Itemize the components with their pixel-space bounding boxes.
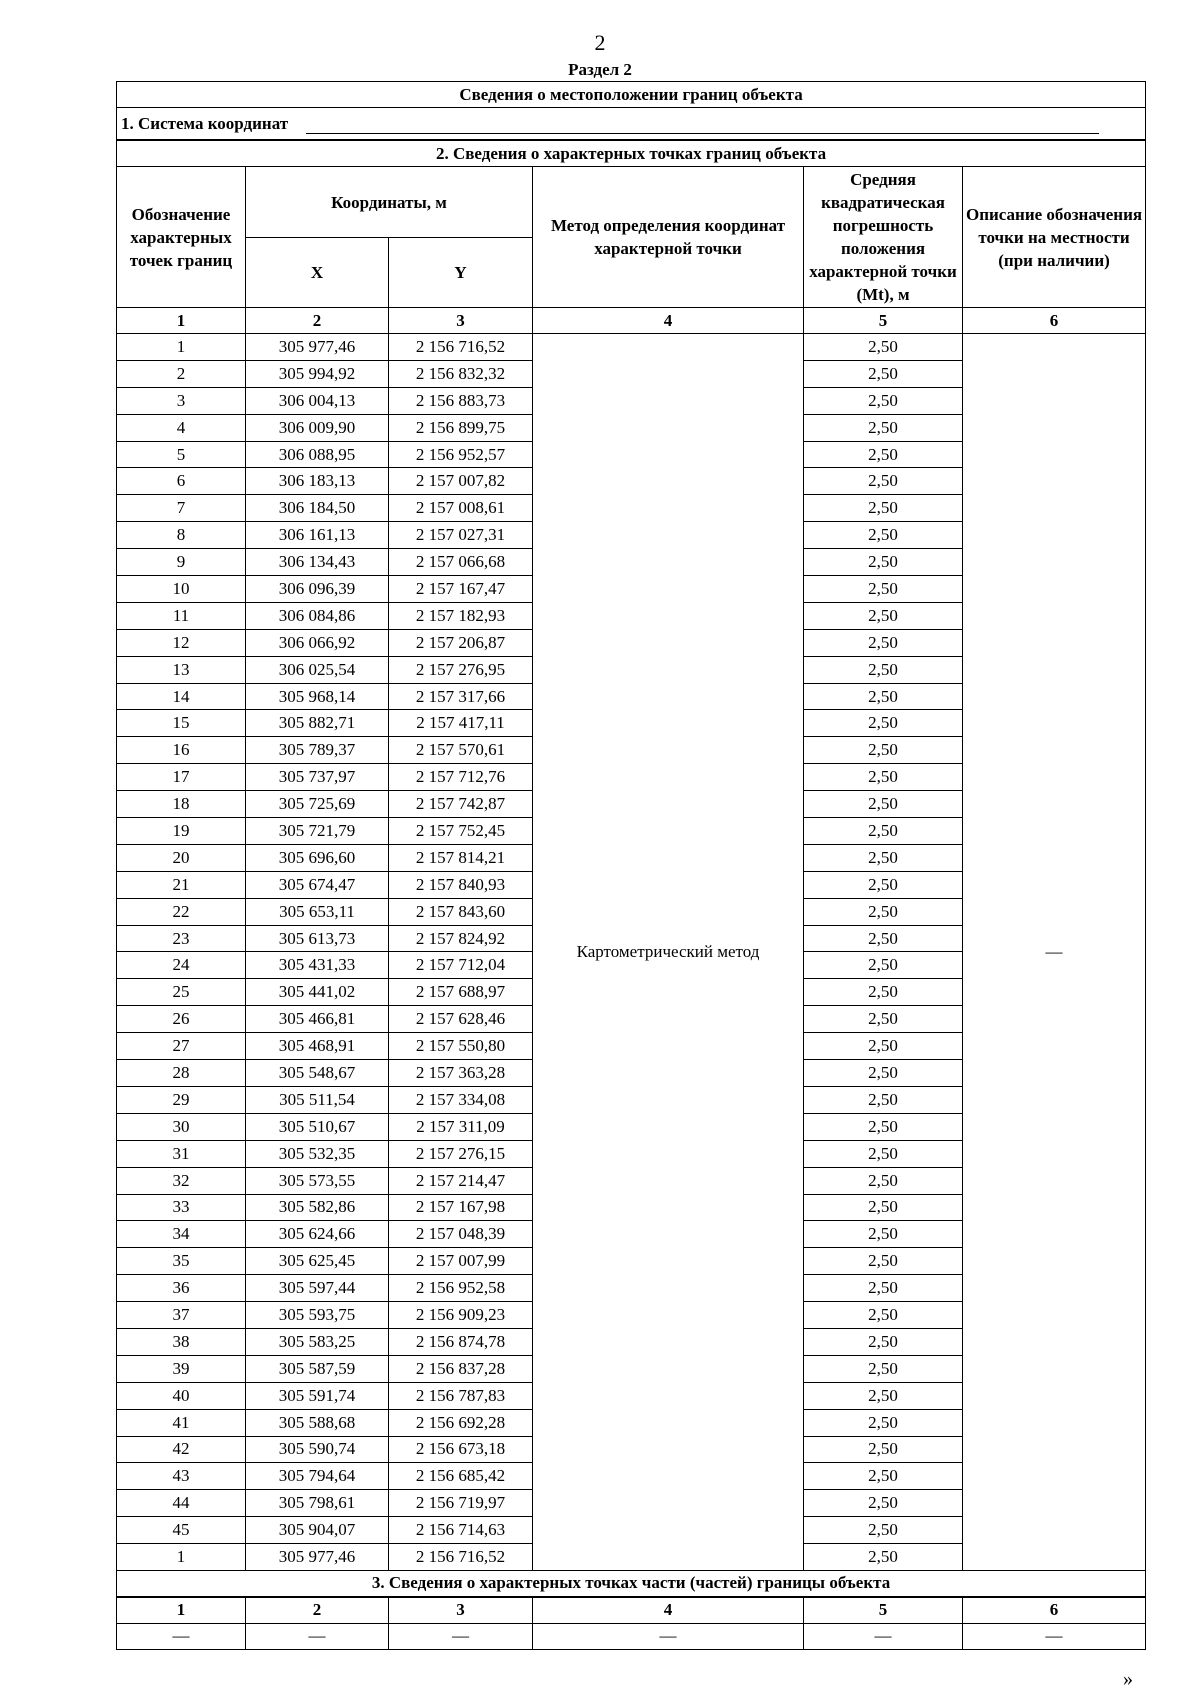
point-number: 42 [117,1436,246,1463]
point-number: 4 [117,414,246,441]
point-error: 2,50 [804,844,963,871]
point-x: 306 161,13 [246,522,389,549]
point-y: 2 157 570,61 [389,737,533,764]
point-error: 2,50 [804,764,963,791]
parts-cell: — [533,1623,804,1649]
column-number: 6 [963,308,1146,334]
point-y: 2 157 752,45 [389,818,533,845]
point-y: 2 156 874,78 [389,1328,533,1355]
point-y: 2 156 692,28 [389,1409,533,1436]
point-number: 23 [117,925,246,952]
point-number: 3 [117,387,246,414]
point-x: 305 510,67 [246,1113,389,1140]
point-error: 2,50 [804,414,963,441]
point-x: 305 466,81 [246,1006,389,1033]
point-number: 1 [117,1544,246,1571]
section-title: Раздел 2 [568,60,632,79]
point-x: 306 183,13 [246,468,389,495]
point-number: 38 [117,1328,246,1355]
point-y: 2 157 167,47 [389,576,533,603]
point-number: 22 [117,898,246,925]
point-number: 43 [117,1463,246,1490]
point-y: 2 157 317,66 [389,683,533,710]
page-number: 2 [594,30,606,55]
point-error: 2,50 [804,1302,963,1329]
point-x: 305 977,46 [246,334,389,361]
point-x: 306 009,90 [246,414,389,441]
coordinate-system-label: 1. Система координат [121,113,289,133]
point-number: 14 [117,683,246,710]
parts-section-title: 3. Сведения о характерных точках части (частей) границы объекта [117,1570,1146,1597]
point-number: 30 [117,1113,246,1140]
point-y: 2 156 719,97 [389,1490,533,1517]
point-number: 18 [117,791,246,818]
point-x: 305 441,02 [246,979,389,1006]
point-error: 2,50 [804,1436,963,1463]
point-x: 305 789,37 [246,737,389,764]
point-error: 2,50 [804,629,963,656]
column-number: 3 [389,308,533,334]
point-x: 305 696,60 [246,844,389,871]
coordinate-system-value [306,115,1099,134]
points-body [117,334,1146,1571]
point-number: 29 [117,1086,246,1113]
point-y: 2 156 883,73 [389,387,533,414]
point-error: 2,50 [804,979,963,1006]
point-x: 305 904,07 [246,1517,389,1544]
point-error: 2,50 [804,1006,963,1033]
point-y: 2 156 899,75 [389,414,533,441]
table-row [117,334,1146,361]
point-number: 5 [117,441,246,468]
point-y: 2 157 182,93 [389,602,533,629]
point-y: 2 156 952,57 [389,441,533,468]
point-y: 2 156 909,23 [389,1302,533,1329]
point-y: 2 157 843,60 [389,898,533,925]
point-error: 2,50 [804,441,963,468]
point-y: 2 157 214,47 [389,1167,533,1194]
point-number: 39 [117,1355,246,1382]
header-error: Средняя квадратическая погрешность положения характерной точки (Mt), м [804,167,963,308]
point-y: 2 157 334,08 [389,1086,533,1113]
point-y: 2 157 550,80 [389,1033,533,1060]
point-error: 2,50 [804,1167,963,1194]
boundary-document [116,81,1145,1650]
point-number: 8 [117,522,246,549]
point-number: 40 [117,1382,246,1409]
point-error: 2,50 [804,737,963,764]
point-x: 306 184,50 [246,495,389,522]
point-number: 13 [117,656,246,683]
header-y: Y [389,238,533,308]
point-y: 2 157 742,87 [389,791,533,818]
point-y: 2 157 206,87 [389,629,533,656]
point-y: 2 157 066,68 [389,549,533,576]
point-error: 2,50 [804,1355,963,1382]
point-error: 2,50 [804,1463,963,1490]
point-error: 2,50 [804,1517,963,1544]
point-error: 2,50 [804,898,963,925]
point-x: 305 968,14 [246,683,389,710]
point-number: 17 [117,764,246,791]
point-x: 305 593,75 [246,1302,389,1329]
point-x: 306 084,86 [246,602,389,629]
point-y: 2 157 007,82 [389,468,533,495]
column-number: 4 [533,308,804,334]
point-y: 2 156 952,58 [389,1275,533,1302]
point-error: 2,50 [804,522,963,549]
point-number: 36 [117,1275,246,1302]
point-error: 2,50 [804,334,963,361]
point-error: 2,50 [804,1544,963,1571]
point-x: 305 882,71 [246,710,389,737]
point-x: 305 548,67 [246,1060,389,1087]
description-cell: — [963,334,1146,1571]
point-error: 2,50 [804,1382,963,1409]
point-x: 305 725,69 [246,791,389,818]
point-error: 2,50 [804,710,963,737]
point-number: 33 [117,1194,246,1221]
point-error: 2,50 [804,925,963,952]
point-number: 9 [117,549,246,576]
point-x: 305 532,35 [246,1140,389,1167]
point-error: 2,50 [804,1490,963,1517]
point-y: 2 157 276,95 [389,656,533,683]
point-x: 305 994,92 [246,360,389,387]
point-error: 2,50 [804,1140,963,1167]
point-number: 15 [117,710,246,737]
point-x: 305 674,47 [246,871,389,898]
parts-cell: — [963,1623,1146,1649]
column-number: 1 [117,1597,246,1624]
column-number: 6 [963,1597,1146,1624]
point-number: 24 [117,952,246,979]
continuation-mark: » [1123,1668,1133,1690]
point-y: 2 157 007,99 [389,1248,533,1275]
point-error: 2,50 [804,549,963,576]
point-x: 306 096,39 [246,576,389,603]
point-y: 2 157 027,31 [389,522,533,549]
header-coordinates: Координаты, м [246,167,533,238]
point-number: 27 [117,1033,246,1060]
point-number: 12 [117,629,246,656]
point-number: 34 [117,1221,246,1248]
point-error: 2,50 [804,495,963,522]
parts-cell: — [246,1623,389,1649]
point-y: 2 157 628,46 [389,1006,533,1033]
point-x: 305 625,45 [246,1248,389,1275]
point-error: 2,50 [804,1328,963,1355]
column-number: 5 [804,1597,963,1624]
coordinate-system-row [117,108,1146,141]
table-title: Сведения о местоположении границ объекта [117,82,1146,108]
point-y: 2 157 840,93 [389,871,533,898]
point-x: 305 582,86 [246,1194,389,1221]
point-error: 2,50 [804,387,963,414]
point-error: 2,50 [804,1033,963,1060]
point-y: 2 157 167,98 [389,1194,533,1221]
point-x: 306 088,95 [246,441,389,468]
point-x: 305 573,55 [246,1167,389,1194]
point-x: 305 624,66 [246,1221,389,1248]
point-x: 305 591,74 [246,1382,389,1409]
parts-cell: — [804,1623,963,1649]
point-number: 26 [117,1006,246,1033]
point-x: 306 134,43 [246,549,389,576]
point-number: 32 [117,1167,246,1194]
point-number: 25 [117,979,246,1006]
point-x: 305 511,54 [246,1086,389,1113]
point-y: 2 157 276,15 [389,1140,533,1167]
point-x: 305 721,79 [246,818,389,845]
column-number: 2 [246,1597,389,1624]
column-number: 4 [533,1597,804,1624]
point-y: 2 156 832,32 [389,360,533,387]
point-y: 2 157 712,76 [389,764,533,791]
point-y: 2 157 712,04 [389,952,533,979]
point-y: 2 157 048,39 [389,1221,533,1248]
point-number: 1 [117,334,246,361]
column-number: 5 [804,308,963,334]
point-error: 2,50 [804,576,963,603]
point-y: 2 157 417,11 [389,710,533,737]
point-error: 2,50 [804,1113,963,1140]
point-x: 305 587,59 [246,1355,389,1382]
point-x: 305 737,97 [246,764,389,791]
column-number: 1 [117,308,246,334]
point-number: 6 [117,468,246,495]
point-y: 2 156 673,18 [389,1436,533,1463]
point-error: 2,50 [804,468,963,495]
header-designation: Обозначение характерных точек границ [117,167,246,308]
point-error: 2,50 [804,952,963,979]
point-error: 2,50 [804,1221,963,1248]
point-number: 2 [117,360,246,387]
point-x: 305 468,91 [246,1033,389,1060]
point-x: 305 613,73 [246,925,389,952]
point-y: 2 157 824,92 [389,925,533,952]
point-x: 306 004,13 [246,387,389,414]
point-y: 2 156 787,83 [389,1382,533,1409]
point-number: 16 [117,737,246,764]
parts-cell: — [389,1623,533,1649]
point-y: 2 156 714,63 [389,1517,533,1544]
point-y: 2 156 716,52 [389,1544,533,1571]
point-error: 2,50 [804,683,963,710]
header-description: Описание обозначения точки на местности (при наличии) [963,167,1146,308]
point-x: 306 025,54 [246,656,389,683]
point-number: 21 [117,871,246,898]
point-number: 11 [117,602,246,629]
point-error: 2,50 [804,1409,963,1436]
point-number: 20 [117,844,246,871]
point-number: 37 [117,1302,246,1329]
point-y: 2 157 688,97 [389,979,533,1006]
point-error: 2,50 [804,818,963,845]
point-error: 2,50 [804,360,963,387]
point-number: 19 [117,818,246,845]
point-y: 2 157 311,09 [389,1113,533,1140]
point-number: 44 [117,1490,246,1517]
parts-cell: — [117,1623,246,1649]
point-y: 2 156 716,52 [389,334,533,361]
point-error: 2,50 [804,1060,963,1087]
point-number: 35 [117,1248,246,1275]
point-number: 10 [117,576,246,603]
point-x: 305 588,68 [246,1409,389,1436]
point-y: 2 157 363,28 [389,1060,533,1087]
point-error: 2,50 [804,1086,963,1113]
point-error: 2,50 [804,871,963,898]
point-x: 305 798,61 [246,1490,389,1517]
point-y: 2 157 814,21 [389,844,533,871]
point-error: 2,50 [804,602,963,629]
point-number: 28 [117,1060,246,1087]
point-number: 7 [117,495,246,522]
point-y: 2 156 685,42 [389,1463,533,1490]
point-error: 2,50 [804,656,963,683]
column-number: 2 [246,308,389,334]
point-number: 45 [117,1517,246,1544]
point-number: 31 [117,1140,246,1167]
method-cell: Картометрический метод [533,334,804,1571]
header-x: X [246,238,389,308]
point-number: 41 [117,1409,246,1436]
point-error: 2,50 [804,1275,963,1302]
point-x: 305 653,11 [246,898,389,925]
point-y: 2 156 837,28 [389,1355,533,1382]
point-x: 305 590,74 [246,1436,389,1463]
point-error: 2,50 [804,791,963,818]
point-x: 305 794,64 [246,1463,389,1490]
point-x: 305 597,44 [246,1275,389,1302]
point-error: 2,50 [804,1194,963,1221]
point-x: 305 583,25 [246,1328,389,1355]
point-error: 2,50 [804,1248,963,1275]
header-method: Метод определения координат характерной точки [533,167,804,308]
boundary-table [116,81,1146,1650]
point-y: 2 157 008,61 [389,495,533,522]
column-number: 3 [389,1597,533,1624]
point-x: 306 066,92 [246,629,389,656]
points-section-title: 2. Сведения о характерных точках границ объекта [117,140,1146,167]
point-x: 305 977,46 [246,1544,389,1571]
point-x: 305 431,33 [246,952,389,979]
